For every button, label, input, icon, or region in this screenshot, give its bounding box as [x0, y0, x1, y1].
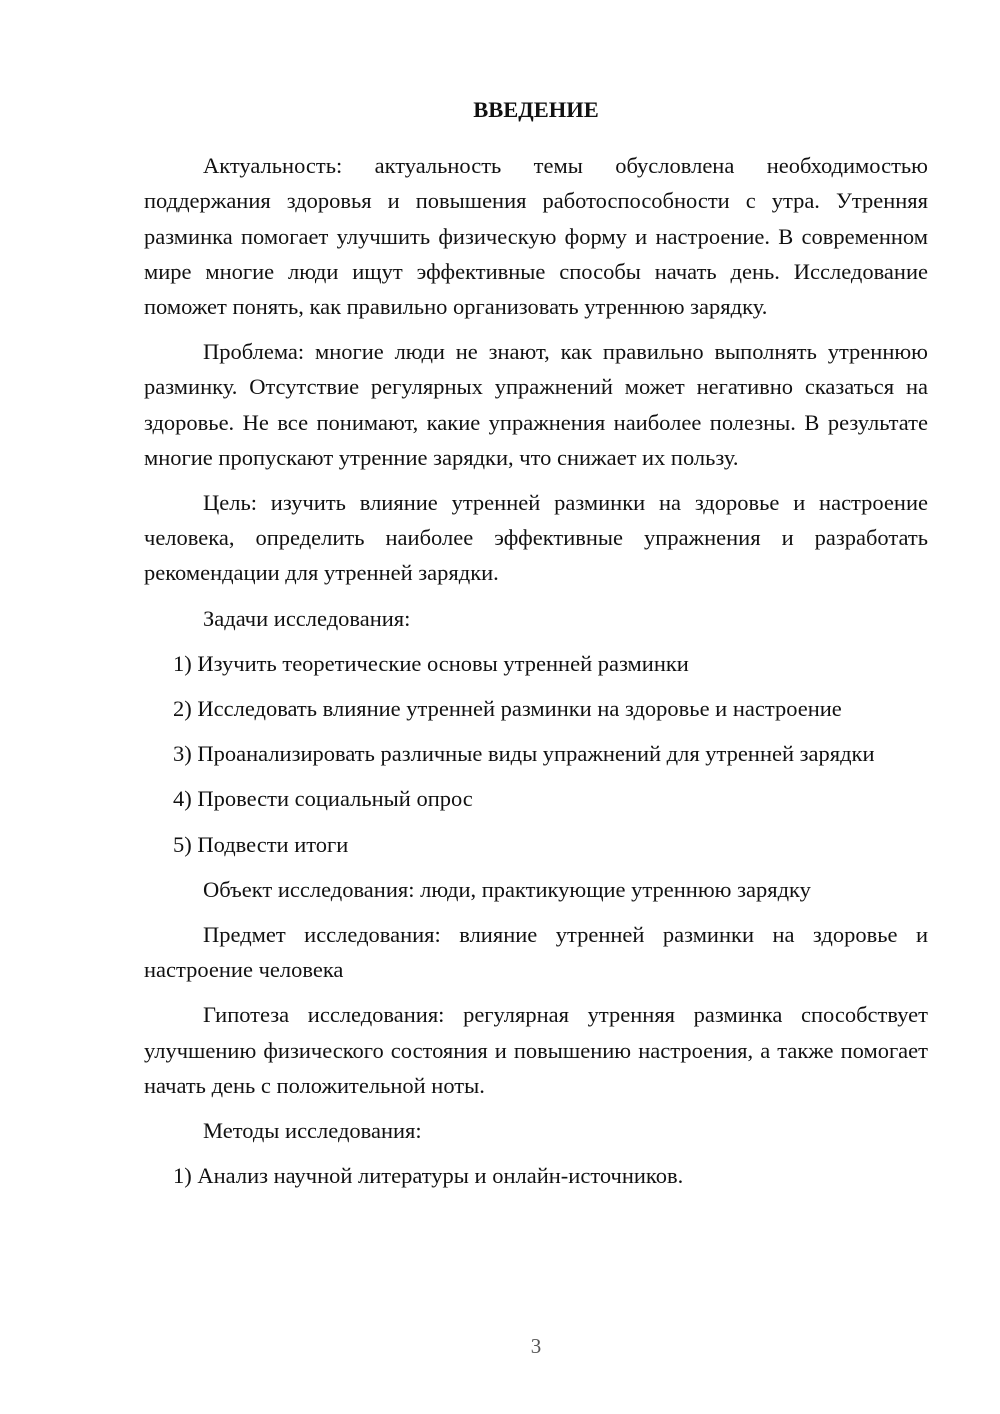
subject-paragraph: Предмет исследования: влияние утренней разминки на здоровье и настроение человека: [144, 922, 928, 983]
method-item-1: 1) Анализ научной литературы и онлайн-источников.: [173, 1163, 684, 1189]
problem-paragraph: Проблема: многие люди не знают, как правильно выполнять утреннюю разминку. Отсутствие регулярных упражнений может негативно сказаться на здоровье. Не все понимают, какие упражнения наиболее полезны. В результате многие пропускают утренние зарядки, что снижает их пользу.: [144, 339, 928, 470]
task-item-2: 2) Исследовать влияние утренней разминки на здоровье и настроение: [173, 696, 842, 722]
tasks-list: [144, 646, 928, 862]
task-item-4: 4) Провести социальный опрос: [173, 786, 473, 812]
methods-list: [144, 1158, 928, 1193]
task-item-5: 5) Подвести итоги: [173, 831, 349, 857]
hypothesis-paragraph: Гипотеза исследования: регулярная утренняя разминка способствует улучшению физического состояния и повышению настроения, а также помогает начать день с положительной ноты.: [144, 1002, 928, 1098]
task-item-3: 3) Проанализировать различные виды упражнений для утренней зарядки: [173, 741, 875, 767]
methods-heading: Методы исследования:: [203, 1118, 422, 1144]
task-item-1: 1) Изучить теоретические основы утренней разминки: [173, 650, 689, 676]
object-paragraph: Объект исследования: люди, практикующие утреннюю зарядку: [203, 876, 811, 902]
relevance-paragraph: Актуальность: актуальность темы обусловлена необходимостью поддержания здоровья и повышения работоспособности с утра. Утренняя разминка помогает улучшить физическую форму и настроение. В современном мире многие люди ищут эффективные способы начать день. Исследование поможет понять, как правильно организовать утреннюю зарядку.: [144, 153, 928, 320]
document-page: [144, 92, 928, 1203]
page-number: 3: [530, 1334, 542, 1358]
tasks-heading: Задачи исследования:: [203, 605, 411, 631]
goal-paragraph: Цель: изучить влияние утренней разминки на здоровье и настроение человека, определить наиболее эффективные упражнения и разработать рекомендации для утренней зарядки.: [144, 490, 928, 586]
section-title: ВВЕДЕНИЕ: [473, 97, 599, 122]
